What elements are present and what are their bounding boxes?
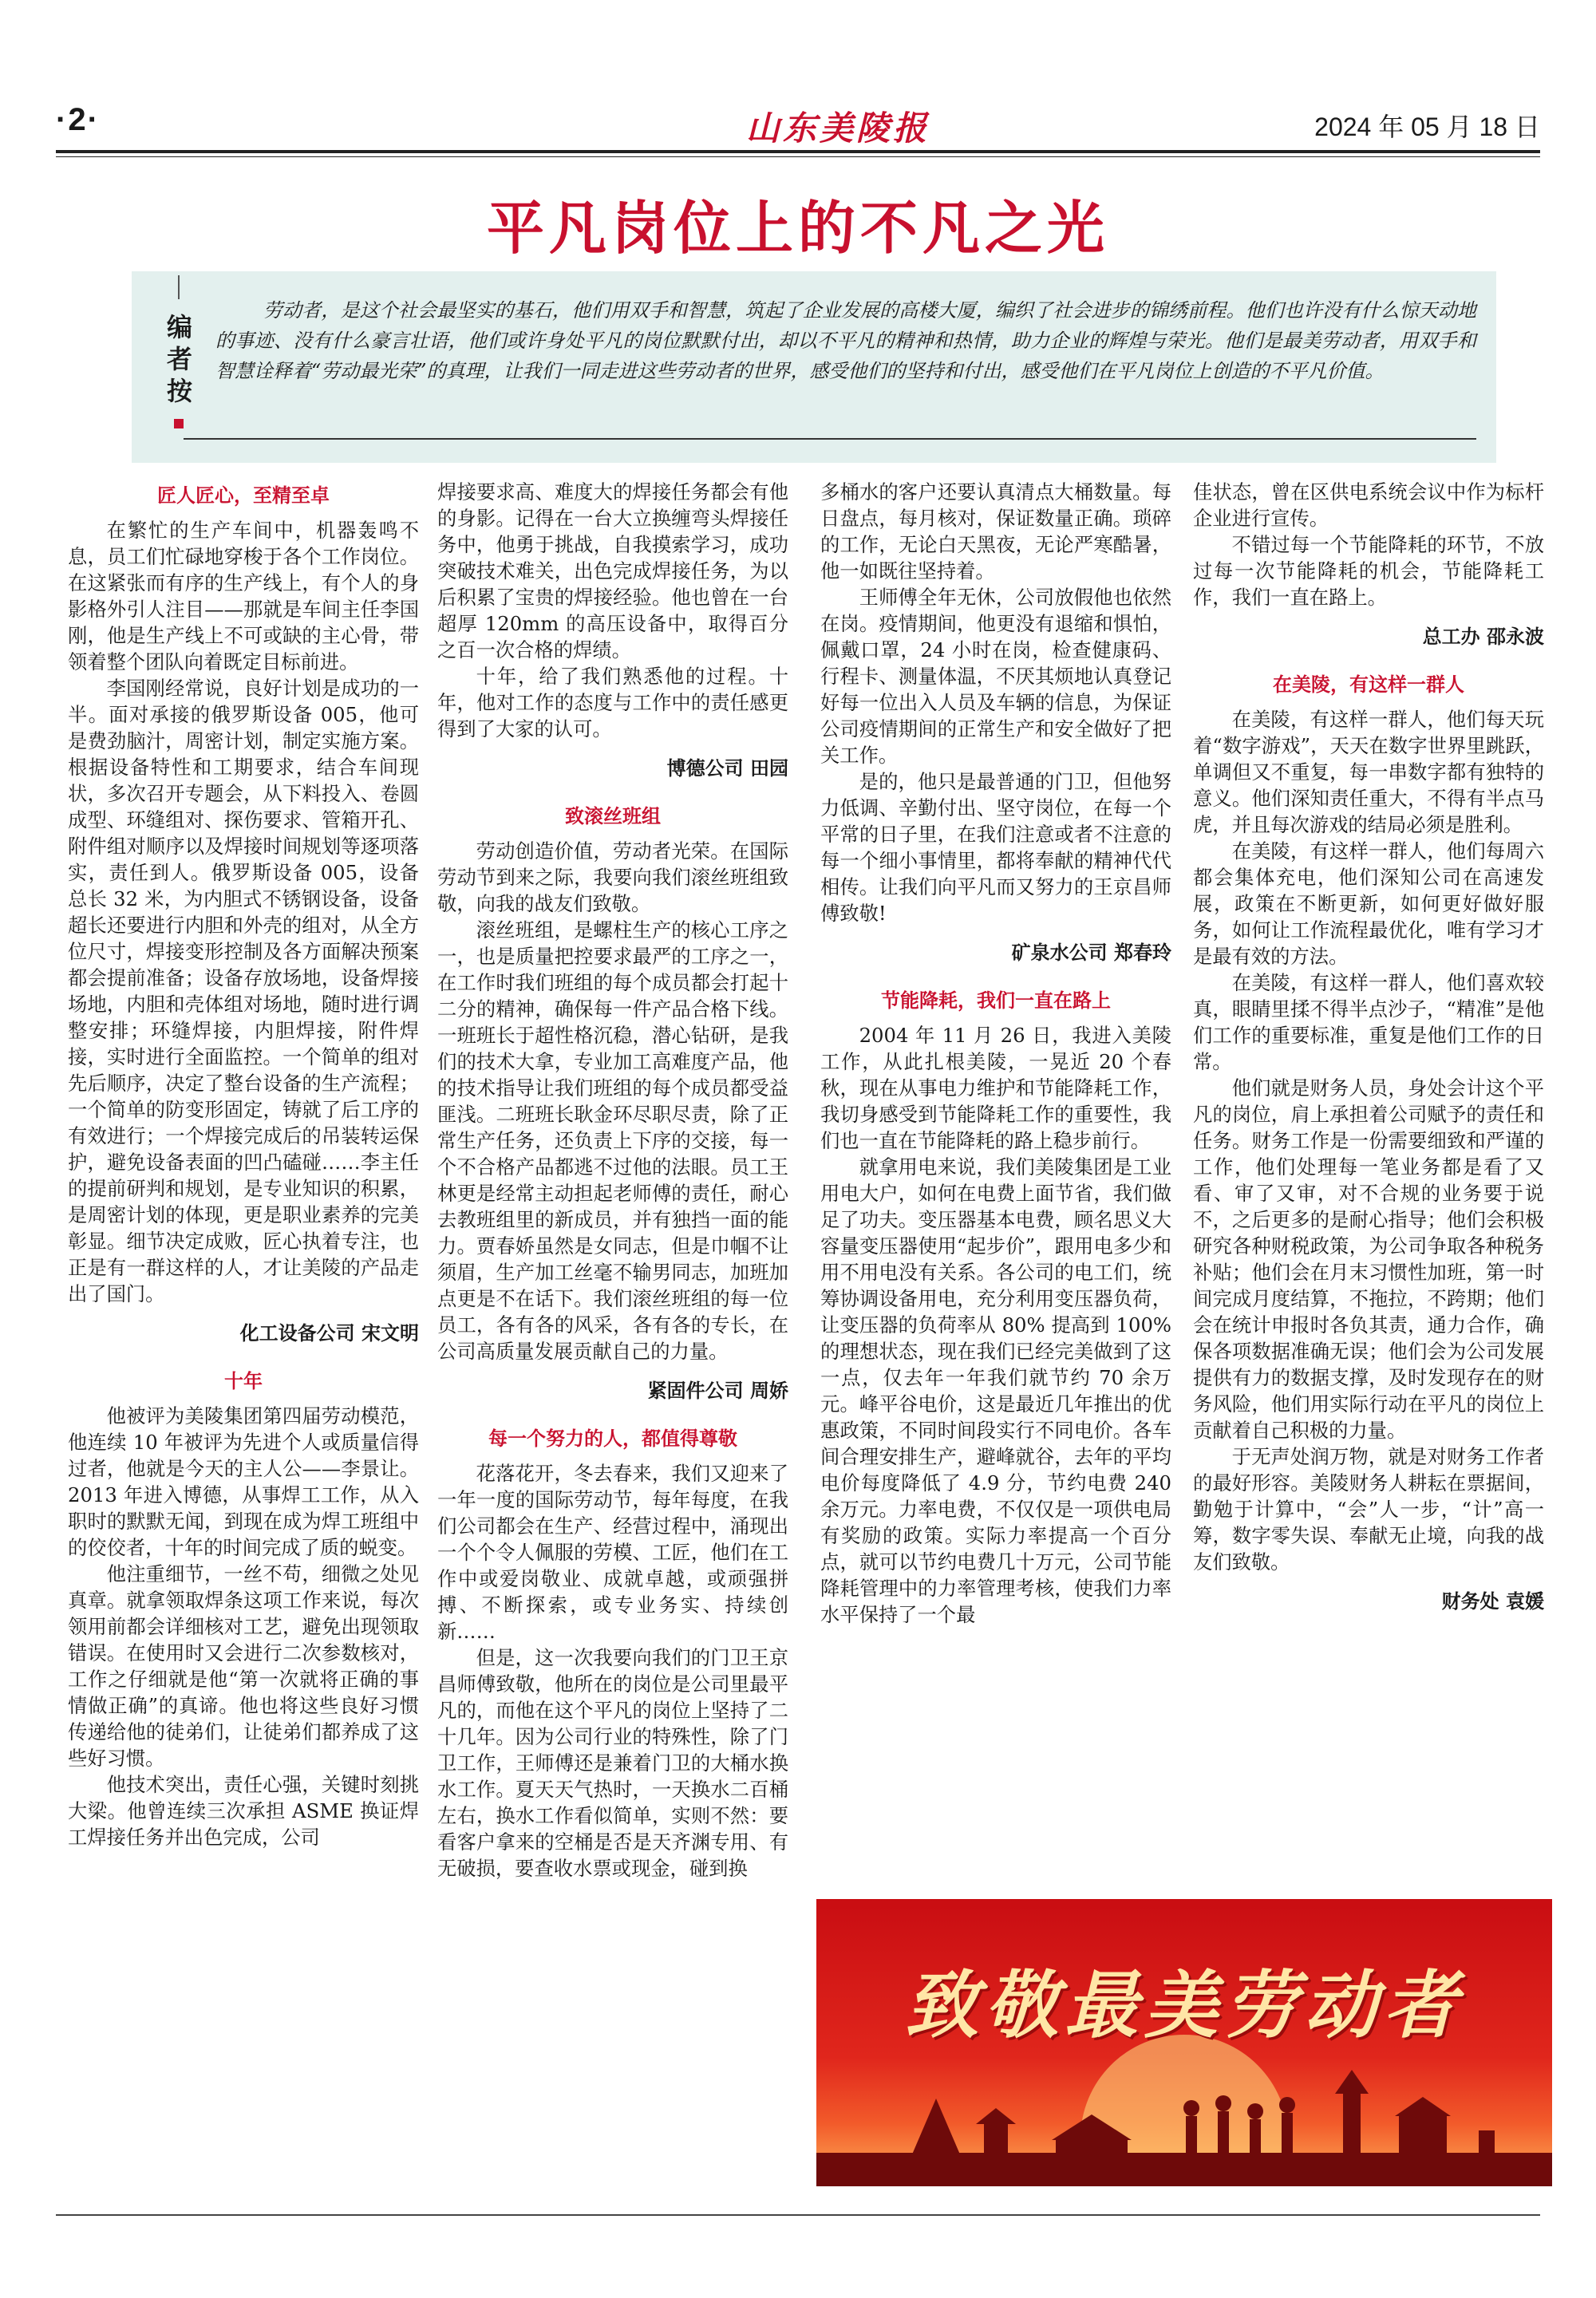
- article-paragraph: 但是，这一次我要向我们的门卫王京昌师傅致敬，他所在的岗位是公司里最平凡的，而他在这个平凡的岗位上坚持了二十几年。因为公司行业的特殊性，除了门卫工作，王师傅还是兼着门卫的大桶水换水工作。夏天天气热时，一天换水二百桶左右，换水工作看似简单，实则不然：要看客户拿来的空桶是否是天齐渊专用、有无破损，要查收水票或现金，碰到换: [437, 1646, 788, 1880]
- author-signature: 矿泉水公司 郑春玲: [1011, 942, 1171, 964]
- article-paragraph: 在美陵，有这样一群人，他们每天玩着“数字游戏”，天天在数字世界里跳跃，单调但又不重复，每一串数字都有独特的意义。他们深知责任重大，不得有半点马虎，并且每次游戏的结局必须是胜利。: [1193, 708, 1544, 836]
- article-paragraph: 他被评为美陵集团第四届劳动模范，他连续 10 年被评为先进个人或质量信得过者，他就是今天的主人公——李景让。2013 年进入博德，从事焊工工作，从入职时的默默无闻，到现在成为焊工班组中的佼佼者，十年的时间完成了质的蜕变。: [68, 1404, 419, 1559]
- article-paragraph: 十年，给了我们熟悉他的过程。十年，他对工作的态度与工作中的责任感更得到了大家的认可。: [437, 665, 788, 740]
- article-heading: 节能降耗，我们一直在路上: [881, 989, 1111, 1012]
- article-paragraph: 在繁忙的生产车间中，机器轰鸣不息，员工们忙碌地穿梭于各个工作岗位。在这紧张而有序的生产线上，有个人的身影格外引人注目——那就是车间主任李国刚，他是生产线上不可或缺的主心骨，带领着整个团队向着既定目标前进。: [68, 519, 419, 673]
- article-heading: 十年: [224, 1370, 263, 1392]
- header-rule: [56, 150, 1540, 153]
- article-heading: 每一个努力的人，都值得尊敬: [488, 1427, 737, 1450]
- article-paragraph: 他们就是财务人员，身处会计这个平凡的岗位，肩上承担着公司赋予的责任和任务。财务工作是一份需要细致和严谨的工作，他们处理每一笔业务都是看了又看、审了又审，对不合规的业务要于说不，之后更多的是耐心指导；他们会积极研究各种财税政策，为公司争取各种税务补贴；他们会在月末习惯性加班，第一时间完成月度结算，不拖拉，不跨期；他们会在统计申报时各负其责，通力合作，确保各项数据准确无误；他们会为公司发展提供有力的数据支撑，及时发现存在的财务风险，他们用实际行动在平凡的岗位上贡献着自己积极的力量。: [1193, 1076, 1544, 1442]
- author-signature: 博德公司 田园: [666, 757, 788, 780]
- article-paragraph: 王师傅全年无休，公司放假他也依然在岗。疫情期间，他更没有退缩和惧怕，佩戴口罩，24 小时在岗，检查健康码、行程卡、测量体温，不厌其烦地认真登记好每一位出入人员及车辆的信息，为保证公司疫情期间的正常生产和安全做好了把关工作。: [820, 586, 1171, 767]
- article-column-4: [1193, 479, 1544, 1633]
- editor-note-label: 编者按: [166, 312, 192, 406]
- article-paragraph: 多桶水的客户还要认真清点大桶数量。每日盘点，每月核对，保证数量正确。琐碎的工作，无论白天黑夜，无论严寒酷暑，他一如既往坚持着。: [820, 480, 1171, 582]
- article-column-2: [437, 479, 788, 1881]
- page-title: 平凡岗位上的不凡之光: [486, 195, 1109, 262]
- editor-note-vline: [178, 275, 180, 299]
- header-rule-thin: [56, 156, 1540, 157]
- article-paragraph: 于无声处润万物，就是对财务工作者的最好形容。美陵财务人耕耘在票据间，勤勉于计算中，“会”人一步，“计”高一筹，数字零失误、奉献无止境，向我的战友们致敬。: [1193, 1445, 1544, 1573]
- article-paragraph: 劳动创造价值，劳动者光荣。在国际劳动节到来之际，我要向我们滚丝班组致敬，向我的战友们致敬。: [437, 839, 788, 915]
- article-paragraph: 滚丝班组，是螺柱生产的核心工序之一，也是质量把控要求最严的工序之一，在工作时我们班组的每个成员都会打起十二分的精神，确保每一件产品合格下线。一班班长于超性格沉稳，潜心钻研，是我们的技术大拿，专业加工高难度产品，他的技术指导让我们班组的每个成员都受益匪浅。二班班长耿金环尽职尽责，除了正常生产任务，还负责上下序的交接，每一个不合格产品都逃不过他的法眼。员工王林更是经常主动担起老师傅的责任，耐心去教班组里的新成员，并有独挡一面的能力。贾春娇虽然是女同志，但是巾帼不让须眉，生产加工丝毫不输男同志，加班加点更是不在话下。我们滚丝班组的每一位员工，各有各的风采，各有各的专长，在公司高质量发展贡献自己的力量。: [437, 918, 788, 1363]
- editor-note-marker: [174, 419, 184, 428]
- article-paragraph: 在美陵，有这样一群人，他们每周六都会集体充电，他们深知公司在高速发展，政策在不断更新，如何更好做好服务，如何让工作流程最优化，唯有学习才是最有效的方法。: [1193, 839, 1544, 968]
- editor-note-rule: [184, 438, 1476, 440]
- article-paragraph: 李国刚经常说，良好计划是成功的一半。面对承接的俄罗斯设备 005，他可是费劲脑汁，周密计划，制定实施方案。根据设备特性和工期要求，结合车间现状，多次召开专题会，从下料投入、卷圆成型、环缝组对、探伤要求、管箱开孔、附件组对顺序以及焊接时间规划等逐项落实，责任到人。俄罗斯设备 005，设备总长 32 米，为内胆式不锈钢设备，设备超长还要进行内胆和外壳的组对，从全方位尺寸，焊接变形控制及各方面解决预案都会提前准备；设备存放场地，设备焊接场地，内胆和壳体组对场地，随时进行调整安排；环缝焊接，内胆焊接，附件焊接，实时进行全面监控。一个简单的组对先后顺序，决定了整台设备的生产流程；一个简单的防变形固定，铸就了后工序的有效进行；一个焊接完成后的吊装转运保护，避免设备表面的凹凸磕碰……李主任的提前研判和规划，是专业知识的积累，是周密计划的体现，更是职业素养的完美彰显。细节决定成败，匠心执着专注，也正是有一群这样的人，才让美陵的产品走出了国门。: [68, 677, 419, 1305]
- issue-date: 2024 年 05 月 18 日: [1314, 113, 1540, 141]
- article-paragraph: 不错过每一个节能降耗的环节，不放过每一次节能降耗的机会，节能降耗工作，我们一直在路上。: [1193, 533, 1544, 609]
- article-paragraph: 是的，他只是最普通的门卫，但他努力低调、辛勤付出、坚守岗位，在每一个平常的日子里，在我们注意或者不注意的每一个细小事情里，都将奉献的精神代代相传。让我们向平凡而又努力的王京昌师傅致敬!: [820, 770, 1171, 925]
- tribute-banner: [816, 1899, 1552, 2186]
- article-paragraph: 他技术突出，责任心强，关键时刻挑大梁。他曾连续三次承担 ASME 换证焊工焊接任务并出色完成，公司: [68, 1773, 419, 1849]
- banner-title: 致敬最美劳动者: [904, 1962, 1464, 2048]
- article-heading: 在美陵，有这样一群人: [1273, 673, 1464, 696]
- editor-note-text: 劳动者，是这个社会最坚实的基石，他们用双手和智慧，筑起了企业发展的高楼大厦，编织了社会进步的锦绣前程。他们也许没有什么惊天动地的事迹、没有什么豪言壮语，他们或许身处平凡的岗位默默付出，却以不平凡的精神和热情，助力企业的辉煌与荣光。他们是最美劳动者，用双手和智慧诠释着“劳动最光荣”的真理，让我们一同走进这些劳动者的世界，感受他们的坚持和付出，感受他们在平凡岗位上创造的不平凡价值。: [215, 299, 1476, 382]
- article-paragraph: 在美陵，有这样一群人，他们喜欢较真，眼睛里揉不得半点沙子，“精准”是他们工作的重要标准，重复是他们工作的日常。: [1193, 971, 1544, 1073]
- author-signature: 紧固件公司 周娇: [647, 1380, 788, 1402]
- article-paragraph: 佳状态，曾在区供电系统会议中作为标杆企业进行宣传。: [1193, 480, 1544, 530]
- author-signature: 总工办 邵永波: [1422, 626, 1544, 648]
- page-number: ·2·: [56, 102, 100, 137]
- article-heading: 匠人匠心，至精至卓: [157, 484, 330, 507]
- author-signature: 财务处 袁媛: [1441, 1590, 1544, 1613]
- article-paragraph: 焊接要求高、难度大的焊接任务都会有他的身影。记得在一台大立换缠弯头焊接任务中，他勇于挑战，自我摸索学习，成功突破技术难关，出色完成焊接任务，为以后积累了宝贵的焊接经验。他也曾在一台超厚 120mm 的高压设备中，取得百分之百一次合格的焊绩。: [437, 480, 788, 661]
- article-heading: 致滚丝班组: [565, 805, 661, 827]
- article-paragraph: 2004 年 11 月 26 日，我进入美陵工作，从此扎根美陵，一晃近 20 个春秋，现在从事电力维护和节能降耗工作，我切身感受到节能降耗工作的重要性，我们也一直在节能降耗的路上稳步前行。: [820, 1024, 1171, 1152]
- article-paragraph: 花落花开，冬去春来，我们又迎来了一年一度的国际劳动节，每年每度，在我们公司都会在生产、经营过程中，涌现出一个个令人佩服的劳模、工匠，他们在工作中或爱岗敬业、成就卓越，或顽强拼搏、不断探索，或专业务实、持续创新……: [437, 1462, 788, 1643]
- article-column-3: [820, 479, 1171, 1628]
- newspaper-masthead: 山东美陵报: [745, 109, 930, 148]
- article-column-1: [68, 479, 419, 1850]
- author-signature: 化工设备公司 宋文明: [239, 1322, 419, 1344]
- article-paragraph: 就拿用电来说，我们美陵集团是工业用电大户，如何在电费上面节省，我们做足了功夫。变压器基本电费，顾名思义大容量变压器使用“起步价”，跟用电多少和用不用电没有关系。各公司的电工们，统筹协调设备用电，充分利用变压器负荷，让变压器的负荷率从 80% 提高到 100% 的理想状态，现在我们已经完美做到了这一点，仅去年一年我们就节约 70 余万元。峰平谷电价，这是最近几年推出的优惠政策，不同时间段实行不同电价。各车间合理安排生产，避峰就谷，去年的平均电价每度降低了 4.9 分，节约电费 240 余万元。力率电费，不仅仅是一项供电局有奖励的政策。实际力率提高一个百分点，就可以节约电费几十万元，公司节能降耗管理中的力率管理考核，使我们力率水平保持了一个最: [820, 1155, 1171, 1626]
- article-paragraph: 他注重细节，一丝不苟，细微之处见真章。就拿领取焊条这项工作来说，每次领用前都会详细核对工艺，避免出现领取错误。在使用时又会进行二次参数核对，工作之仔细就是他“第一次就将正确的事情做正确”的真谛。他也将这些良好习惯传递给他的徒弟们，让徒弟们都养成了这些好习惯。: [68, 1562, 419, 1770]
- footer-rule: [56, 2214, 1540, 2216]
